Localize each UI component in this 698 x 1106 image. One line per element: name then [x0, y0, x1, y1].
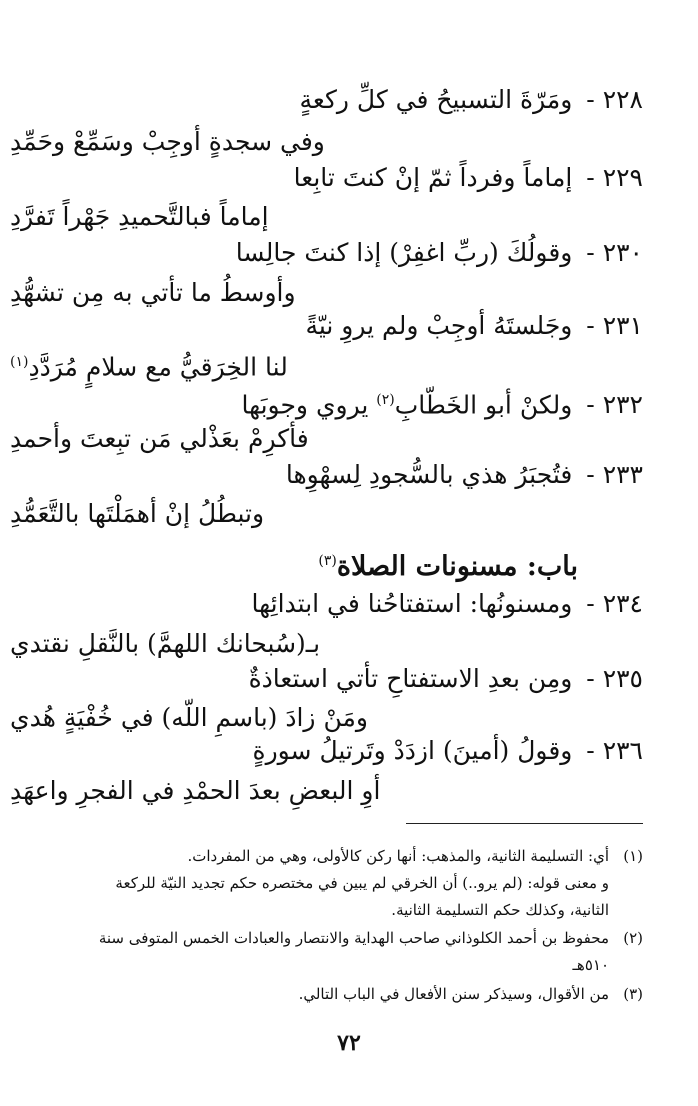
- verse-text: ومَرّةَ التسبيحُ في كلِّ ركعةٍ: [299, 85, 573, 114]
- verse-text: ومِن بعدِ الاستفتاحِ تأتي استعاذةٌ: [248, 664, 573, 693]
- verse-text: وقولُ (أمينَ) ازدَدْ وتَرتيلُ سورةٍ: [252, 736, 573, 765]
- verse-text: فتُجبَرُ هذي بالسُّجودِ لِسهْوِها: [285, 460, 573, 489]
- verse-text: ومسنونُها: استفتاحُنا في ابتدائِها: [251, 589, 573, 618]
- footnote-text: محفوظ بن أحمد الكلوذاني صاحب الهداية والانتصار والعبادات الخمس المتوفى سنة: [98, 929, 609, 947]
- verse-236-first: [252, 731, 643, 771]
- footnote-text: أي: التسليمة الثانية، والمذهب: أنها ركن كالأولى، وهي من المفردات.: [187, 847, 609, 865]
- chapter-heading: [318, 541, 578, 587]
- footnote-text: الثانية، وكذلك حكم التسليمة الثانية.: [391, 901, 609, 919]
- verse-number: ٢٢٩ -: [578, 163, 643, 192]
- verse-text: وجَلستَهُ أوجِبْ ولم يروِ نيّةً: [305, 311, 573, 340]
- footnote-text: من الأقوال، وسيذكر سنن الأفعال في الباب التالي.: [298, 985, 609, 1003]
- verse-231-first: [305, 306, 643, 346]
- verse-231-second: [10, 342, 288, 382]
- verse-number: ٢٣٤ -: [578, 589, 643, 618]
- footnote-number: (١): [623, 847, 643, 865]
- footnote-text: ٥١٠هـ: [572, 956, 609, 974]
- verse-229-second: إماماً فبالتَّحميدِ جَهْراً تَفرَّدِ: [10, 202, 269, 231]
- page-number: ٧٢: [337, 1030, 361, 1056]
- footnote-separator: [406, 823, 643, 824]
- footnote-1: [10, 843, 643, 924]
- verse-228-second: وفي سجدةٍ أوجِبْ وسَمِّعْ وحَمِّدِ: [10, 127, 325, 156]
- verse-230-second: وأوسطُ ما تأتي به مِن تشهُّدِ: [10, 278, 296, 307]
- verse-235-first: [249, 659, 643, 699]
- verse-text: إماماً وفرداً ثمّ إنْ كنتَ تابِعا: [293, 163, 573, 192]
- verse-235-second: ومَنْ زادَ (باسمِ اللّه) في خُفْيَةٍ هُدي: [10, 703, 368, 732]
- chapter-title: باب: مسنونات الصلاة: [336, 551, 578, 582]
- verse-233-first: [286, 455, 643, 495]
- verse-text: يروي وجوبَها: [241, 390, 377, 420]
- verse-236-second: أوِ البعضِ بعدَ الحمْدِ في الفجرِ واعهَدِ: [10, 776, 381, 805]
- footnote-number: (٣): [623, 985, 643, 1003]
- verse-number: ٢٣٥ -: [578, 664, 643, 693]
- verse-233-second: وتبطُلُ إنْ أهمَلْتَها بالتَّعَمُّدِ: [10, 499, 265, 528]
- verse-234-second: بـ(سُبحانك اللهمَّ) بالنَّقلِ نقتدي: [10, 629, 321, 658]
- footnote-text: و معنى قوله: (لم يرو..) أن الخرقي لم يبين في مختصره حكم تجديد النيّة للركعة: [115, 874, 609, 892]
- verse-232-second: فأكرِمْ بعَذْلي مَن تبِعتَ وأحمدِ: [10, 424, 309, 453]
- verse-232-first: [241, 380, 643, 420]
- verse-number: ٢٣٣ -: [578, 460, 643, 489]
- verse-number: ٢٢٨ -: [578, 85, 643, 114]
- verse-229-first: [294, 158, 643, 198]
- verse-text: وقولُكَ (ربِّ اغفِرْ) إذا كنتَ جالِسا: [235, 238, 573, 267]
- verse-number: ٢٣٦ -: [578, 736, 643, 765]
- footnote-ref: (١): [10, 354, 29, 370]
- verse-number: ٢٣٠ -: [578, 238, 643, 267]
- verse-text: ولكنْ أبو الخَطّابِ: [394, 390, 573, 420]
- footnote-number: (٢): [623, 929, 643, 947]
- verse-234-first: [252, 584, 644, 624]
- verse-number: ٢٣١ -: [578, 311, 643, 340]
- footnote-2: [10, 925, 643, 979]
- verse-230-first: [236, 233, 643, 273]
- verse-228-first: [300, 80, 643, 120]
- verse-number: ٢٣٢ -: [578, 390, 643, 419]
- footnote-ref: (٢): [376, 392, 395, 408]
- verse-text: لنا الخِرَقيُّ مع سلامٍ مُرَدَّدِ: [28, 352, 288, 382]
- footnote-ref: (٣): [318, 553, 337, 569]
- footnote-3: [10, 981, 643, 1008]
